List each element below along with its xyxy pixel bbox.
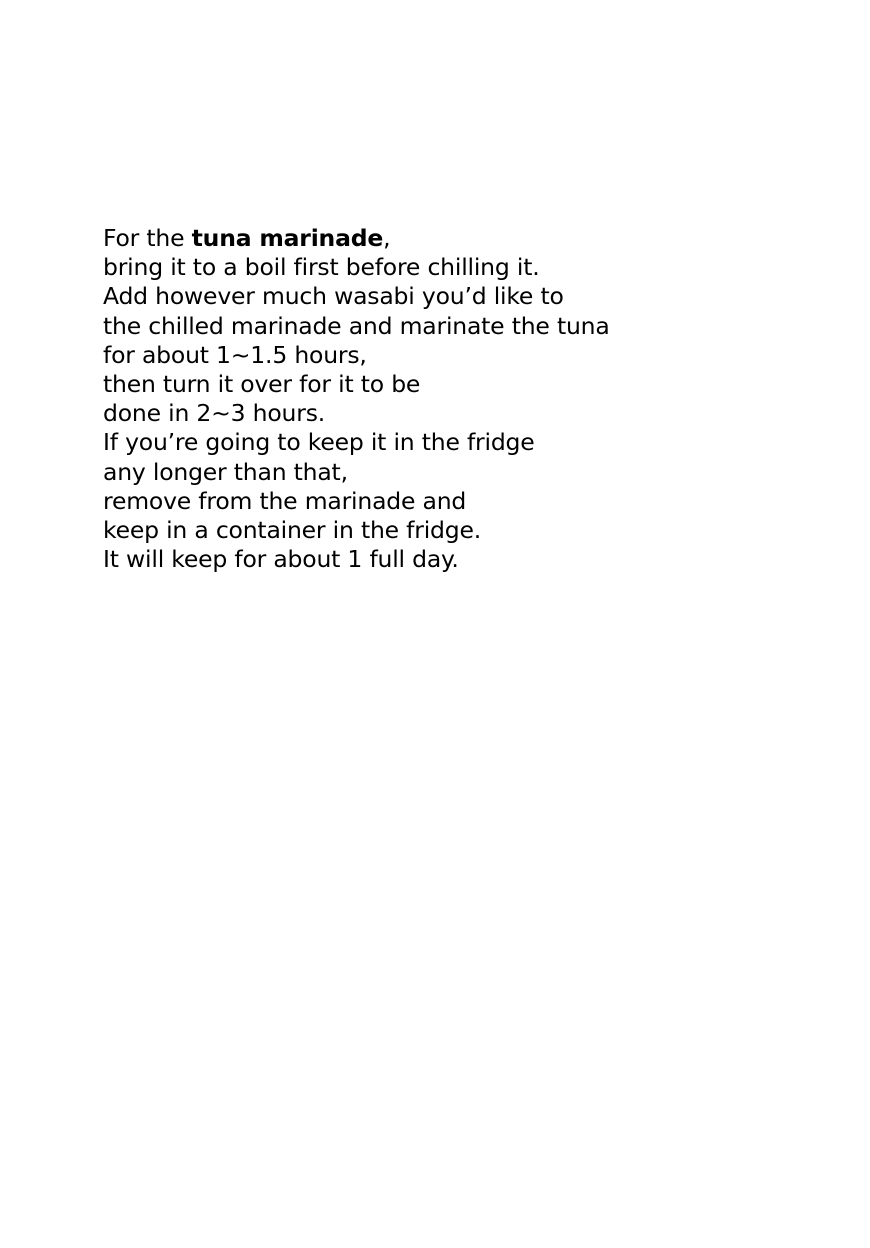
instruction-line: If you’re going to keep it in the fridge [103,428,535,457]
instruction-line: keep in a container in the fridge. [103,516,482,545]
instruction-line: It will keep for about 1 full day. [103,545,459,574]
intro-prefix: For the [103,224,192,252]
instruction-line: any longer than that, [103,457,348,486]
instruction-line: remove from the marinade and [103,486,467,515]
instruction-line-intro [103,224,823,253]
instruction-line: then turn it over for it to be [103,370,421,399]
emphasis-tuna-marinade: tuna marinade [191,224,384,252]
instruction-line: done in 2~3 hours. [103,399,326,428]
instruction-line: the chilled marinade and marinate the tuna [103,311,610,340]
instruction-line: for about 1~1.5 hours, [103,340,367,369]
recipe-instructions [103,224,823,574]
instruction-line: Add however much wasabi you’d like to [103,282,564,311]
instruction-line: bring it to a boil first before chilling it. [103,253,540,282]
intro-suffix: , [383,224,391,252]
